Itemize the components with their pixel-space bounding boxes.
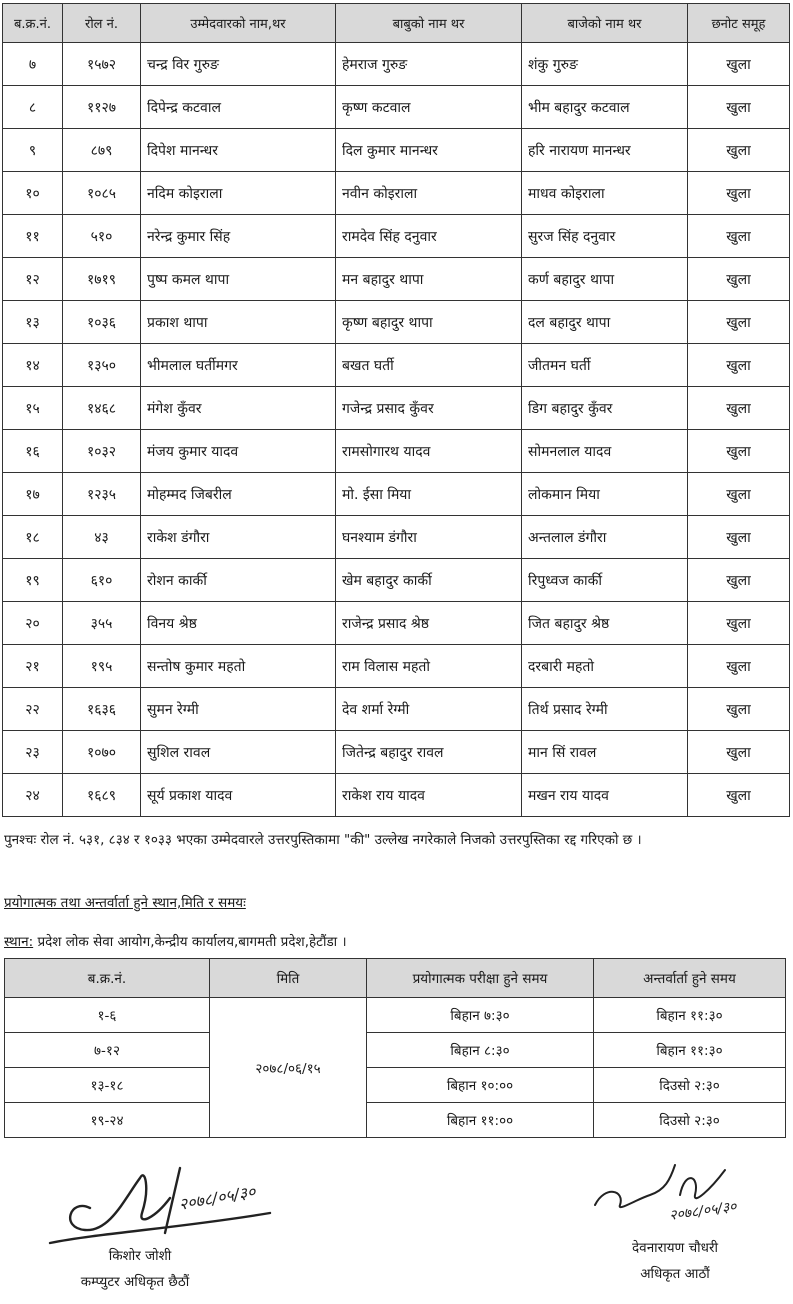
table-row — [3, 86, 790, 129]
schedule-row — [5, 998, 786, 1033]
grandfather-name: मखन राय यादव — [522, 774, 688, 817]
selection-group: खुला — [688, 215, 790, 258]
table-row — [3, 559, 790, 602]
roll-no: १७१९ — [63, 258, 141, 301]
table-row — [3, 258, 790, 301]
signature-right-date: २०७८/०५/३० — [668, 1198, 738, 1224]
serial-no: १६ — [3, 430, 63, 473]
candidate-name: विनय श्रेष्ठ — [141, 602, 336, 645]
candidate-name: मंजय कुमार यादव — [141, 430, 336, 473]
venue-line — [4, 932, 347, 950]
father-name: रामसोगारथ यादव — [336, 430, 522, 473]
roll-no: १०७० — [63, 731, 141, 774]
father-name: राकेश राय यादव — [336, 774, 522, 817]
serial-no: १० — [3, 172, 63, 215]
header-group: छनोट समूह — [688, 4, 790, 43]
schedule-header-date: मिति — [210, 959, 367, 998]
selection-group: खुला — [688, 559, 790, 602]
serial-no: १९ — [3, 559, 63, 602]
candidate-name: चन्द्र विर गुरुङ — [141, 43, 336, 86]
table-row — [3, 645, 790, 688]
serial-no: १४ — [3, 344, 63, 387]
roll-no: १६८९ — [63, 774, 141, 817]
schedule-row — [5, 1068, 786, 1103]
serial-no: १५ — [3, 387, 63, 430]
roll-no: १२३५ — [63, 473, 141, 516]
selection-group: खुला — [688, 602, 790, 645]
table-row — [3, 774, 790, 817]
signature-left-image — [30, 1158, 280, 1248]
candidate-name: नरेन्द्र कुमार सिंह — [141, 215, 336, 258]
serial-no: ११ — [3, 215, 63, 258]
schedule-interview-time: बिहान ११:३० — [594, 1033, 786, 1068]
father-name: राजेन्द्र प्रसाद श्रेष्ठ — [336, 602, 522, 645]
father-name: मन बहादुर थापा — [336, 258, 522, 301]
grandfather-name: माधव कोइराला — [522, 172, 688, 215]
signature-right-image — [575, 1150, 785, 1235]
schedule-header-range: ब.क्र.नं. — [5, 959, 210, 998]
signature-right-name: देवनारायण चौधरी — [632, 1240, 718, 1256]
roll-no: ६१० — [63, 559, 141, 602]
selection-group: खुला — [688, 172, 790, 215]
candidate-name: नदिम कोइराला — [141, 172, 336, 215]
roll-no: ८७९ — [63, 129, 141, 172]
serial-no: २० — [3, 602, 63, 645]
schedule-range: ७-१२ — [5, 1033, 210, 1068]
selection-group: खुला — [688, 258, 790, 301]
serial-no: १७ — [3, 473, 63, 516]
table-row — [3, 129, 790, 172]
grandfather-name: शंकु गुरुङ — [522, 43, 688, 86]
candidate-name: दिपेन्द्र कटवाल — [141, 86, 336, 129]
candidate-name: सन्तोष कुमार महतो — [141, 645, 336, 688]
table-row — [3, 602, 790, 645]
grandfather-name: सोमनलाल यादव — [522, 430, 688, 473]
father-name: राम विलास महतो — [336, 645, 522, 688]
candidate-name: सुमन रेग्मी — [141, 688, 336, 731]
table-row — [3, 215, 790, 258]
serial-no: १२ — [3, 258, 63, 301]
grandfather-name: लोकमान मिया — [522, 473, 688, 516]
table-row — [3, 387, 790, 430]
grandfather-name: भीम बहादुर कटवाल — [522, 86, 688, 129]
selection-group: खुला — [688, 387, 790, 430]
selection-group: खुला — [688, 688, 790, 731]
father-name: कृष्ण कटवाल — [336, 86, 522, 129]
serial-no: २२ — [3, 688, 63, 731]
selection-group: खुला — [688, 344, 790, 387]
father-name: रामदेव सिंह दनुवार — [336, 215, 522, 258]
schedule-header-practical: प्रयोगात्मक परीक्षा हुने समय — [367, 959, 594, 998]
header-candidate-name: उम्मेदवारको नाम,थर — [141, 4, 336, 43]
serial-no: २१ — [3, 645, 63, 688]
schedule-table — [4, 958, 786, 1138]
schedule-practical-time: बिहान ११:०० — [367, 1103, 594, 1138]
selection-group: खुला — [688, 430, 790, 473]
grandfather-name: अन्तलाल डंगौरा — [522, 516, 688, 559]
father-name: देव शर्मा रेग्मी — [336, 688, 522, 731]
father-name: घनश्याम डंगौरा — [336, 516, 522, 559]
grandfather-name: तिर्थ प्रसाद रेग्मी — [522, 688, 688, 731]
serial-no: ७ — [3, 43, 63, 86]
father-name: दिल कुमार मानन्धर — [336, 129, 522, 172]
grandfather-name: दरबारी महतो — [522, 645, 688, 688]
schedule-row — [5, 1033, 786, 1068]
roll-no: ३५५ — [63, 602, 141, 645]
grandfather-name: हरि नारायण मानन्धर — [522, 129, 688, 172]
roll-no: १९५ — [63, 645, 141, 688]
table-row — [3, 516, 790, 559]
grandfather-name: जित बहादुर श्रेष्ठ — [522, 602, 688, 645]
roll-no: १४६८ — [63, 387, 141, 430]
postscript-note: पुनश्चः रोल नं. ५३१, ८३४ र १०३३ भएका उम्मेदवारले उत्तरपुस्तिकामा "की" उल्लेख नगरेकाले निजको उत्तरपुस्तिका रद्द गरिएको छ । — [4, 832, 642, 848]
schedule-date: २०७८/०६/१५ — [210, 998, 367, 1138]
serial-no: २३ — [3, 731, 63, 774]
candidate-name: सूर्य प्रकाश यादव — [141, 774, 336, 817]
selection-group: खुला — [688, 774, 790, 817]
table-row — [3, 43, 790, 86]
father-name: बखत घर्ती — [336, 344, 522, 387]
serial-no: ८ — [3, 86, 63, 129]
schedule-interview-time: बिहान ११:३० — [594, 998, 786, 1033]
candidate-table — [2, 3, 790, 817]
serial-no: २४ — [3, 774, 63, 817]
signature-left-name: किशोर जोशी — [108, 1248, 172, 1264]
roll-no: १०३६ — [63, 301, 141, 344]
header-grandfather-name: बाजेको नाम थर — [522, 4, 688, 43]
roll-no: ५१० — [63, 215, 141, 258]
selection-group: खुला — [688, 86, 790, 129]
candidate-name: दिपेश मानन्धर — [141, 129, 336, 172]
schedule-practical-time: बिहान ८:३० — [367, 1033, 594, 1068]
schedule-header-row — [5, 959, 786, 998]
grandfather-name: सुरज सिंह दनुवार — [522, 215, 688, 258]
roll-no: ११२७ — [63, 86, 141, 129]
father-name: जितेन्द्र बहादुर रावल — [336, 731, 522, 774]
venue-label: स्थान: — [4, 934, 34, 950]
roll-no: १०३२ — [63, 430, 141, 473]
father-name: कृष्ण बहादुर थापा — [336, 301, 522, 344]
selection-group: खुला — [688, 129, 790, 172]
candidate-name: राकेश डंगौरा — [141, 516, 336, 559]
table-header-row — [3, 4, 790, 43]
signature-left-date: २०७८/०५/३० — [177, 1181, 257, 1214]
schedule-header-interview: अन्तर्वार्ता हुने समय — [594, 959, 786, 998]
candidate-name: सुशिल रावल — [141, 731, 336, 774]
selection-group: खुला — [688, 473, 790, 516]
selection-group: खुला — [688, 731, 790, 774]
schedule-practical-time: बिहान १०:०० — [367, 1068, 594, 1103]
candidate-name: भीमलाल घर्तीमगर — [141, 344, 336, 387]
candidate-name: पुष्प कमल थापा — [141, 258, 336, 301]
roll-no: १५७२ — [63, 43, 141, 86]
schedule-heading: प्रयोगात्मक तथा अन्तर्वार्ता हुने स्थान,मिति र समयः — [4, 895, 246, 911]
table-row — [3, 344, 790, 387]
table-row — [3, 473, 790, 516]
grandfather-name: डिग बहादुर कुँवर — [522, 387, 688, 430]
schedule-row — [5, 1103, 786, 1138]
table-row — [3, 430, 790, 473]
roll-no: १३५० — [63, 344, 141, 387]
schedule-range: १-६ — [5, 998, 210, 1033]
table-row — [3, 688, 790, 731]
schedule-range: १३-१८ — [5, 1068, 210, 1103]
candidate-name: मंगेश कुँवर — [141, 387, 336, 430]
candidate-name: प्रकाश थापा — [141, 301, 336, 344]
header-roll: रोल नं. — [63, 4, 141, 43]
schedule-practical-time: बिहान ७:३० — [367, 998, 594, 1033]
grandfather-name: रिपुध्वज कार्की — [522, 559, 688, 602]
selection-group: खुला — [688, 645, 790, 688]
grandfather-name: मान सिं रावल — [522, 731, 688, 774]
roll-no: १०८५ — [63, 172, 141, 215]
venue-value: प्रदेश लोक सेवा आयोग,केन्द्रीय कार्यालय,बागमती प्रदेश,हेटौंडा । — [37, 934, 347, 950]
roll-no: १६३६ — [63, 688, 141, 731]
table-row — [3, 172, 790, 215]
roll-no: ४३ — [63, 516, 141, 559]
signature-right-title: अधिकृत आठौं — [640, 1266, 710, 1282]
selection-group: खुला — [688, 43, 790, 86]
serial-no: १८ — [3, 516, 63, 559]
schedule-interview-time: दिउसो २:३० — [594, 1068, 786, 1103]
father-name: खेम बहादुर कार्की — [336, 559, 522, 602]
serial-no: ९ — [3, 129, 63, 172]
table-row — [3, 731, 790, 774]
table-row — [3, 301, 790, 344]
grandfather-name: कर्ण बहादुर थापा — [522, 258, 688, 301]
father-name: हेमराज गुरुङ — [336, 43, 522, 86]
signature-left-title: कम्प्युटर अधिकृत छैठौं — [80, 1274, 190, 1290]
selection-group: खुला — [688, 516, 790, 559]
father-name: मो. ईसा मिया — [336, 473, 522, 516]
candidate-name: मोहम्मद जिबरील — [141, 473, 336, 516]
schedule-range: १९-२४ — [5, 1103, 210, 1138]
selection-group: खुला — [688, 301, 790, 344]
header-father-name: बाबुको नाम थर — [336, 4, 522, 43]
schedule-interview-time: दिउसो २:३० — [594, 1103, 786, 1138]
grandfather-name: जीतमन घर्ती — [522, 344, 688, 387]
father-name: गजेन्द्र प्रसाद कुँवर — [336, 387, 522, 430]
grandfather-name: दल बहादुर थापा — [522, 301, 688, 344]
candidate-name: रोशन कार्की — [141, 559, 336, 602]
father-name: नवीन कोइराला — [336, 172, 522, 215]
serial-no: १३ — [3, 301, 63, 344]
header-serial: ब.क्र.नं. — [3, 4, 63, 43]
